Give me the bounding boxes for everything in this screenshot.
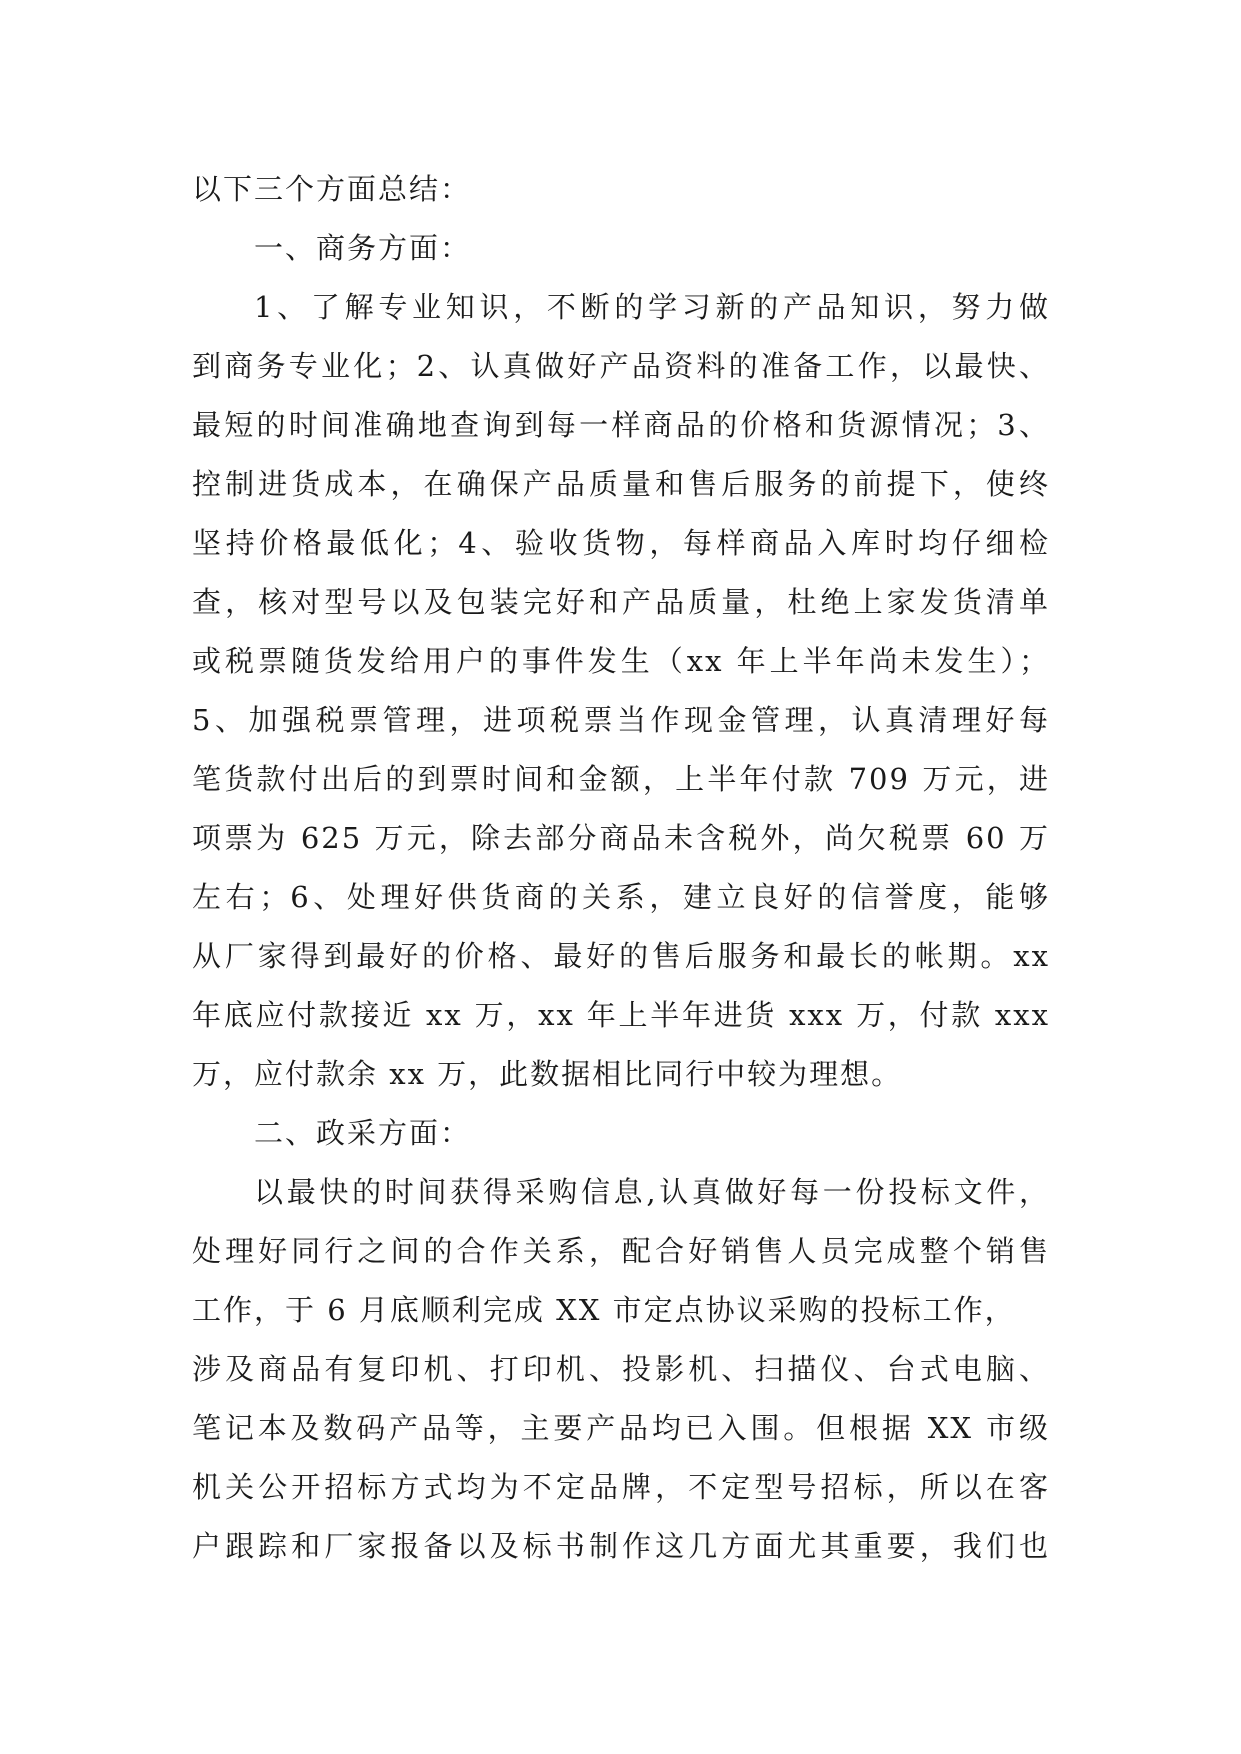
text-line: 处理好同行之间的合作关系，配合好销售人员完成整个销售 [192,1234,1050,1268]
text-line: 笔记本及数码产品等，主要产品均已入围。但根据 XX 市级 [192,1411,1050,1445]
document-body [192,160,1050,1576]
text-line: 以下三个方面总结： [192,172,472,206]
text-line: 5、加强税票管理，进项税票当作现金管理，认真清理好每 [192,703,1050,737]
text-line: 控制进货成本，在确保产品质量和售后服务的前提下，使终 [192,467,1050,501]
text-line: 或税票随货发给用户的事件发生（xx 年上半年尚未发生）； [192,644,1050,678]
text-line: 户跟踪和厂家报备以及标书制作这几方面尤其重要，我们也 [192,1529,1050,1563]
text-line: 工作，于 6 月底顺利完成 XX 市定点协议采购的投标工作， [192,1293,1016,1327]
text-line: 左右；6、处理好供货商的关系，建立良好的信誉度，能够 [192,880,1050,914]
text-line: 笔货款付出后的到票时间和金额，上半年付款 709 万元，进 [192,762,1050,796]
text-line: 涉及商品有复印机、打印机、投影机、扫描仪、台式电脑、 [192,1352,1050,1386]
section-heading-procurement: 二、政采方面： [254,1116,472,1150]
text-line: 坚持价格最低化；4、验收货物，每样商品入库时均仔细检 [192,526,1050,560]
text-line: 从厂家得到最好的价格、最好的售后服务和最长的帐期。xx [192,939,1050,973]
text-line: 1、了解专业知识，不断的学习新的产品知识，努力做 [254,290,1050,324]
text-line: 项票为 625 万元，除去部分商品未含税外，尚欠税票 60 万 [192,821,1050,855]
text-line: 最短的时间准确地查询到每一样商品的价格和货源情况；3、 [192,408,1050,442]
text-line: 万，应付款余 xx 万，此数据相比同行中较为理想。 [192,1057,903,1091]
text-line: 机关公开招标方式均为不定品牌，不定型号招标，所以在客 [192,1470,1050,1504]
section-heading-business: 一、商务方面： [254,231,472,265]
text-line: 到商务专业化；2、认真做好产品资料的准备工作，以最快、 [192,349,1050,383]
text-line: 以最快的时间获得采购信息,认真做好每一份投标文件， [254,1175,1050,1209]
text-line: 年底应付款接近 xx 万，xx 年上半年进货 xxx 万，付款 xxx [192,998,1050,1032]
text-line: 查，核对型号以及包装完好和产品质量，杜绝上家发货清单 [192,585,1050,619]
